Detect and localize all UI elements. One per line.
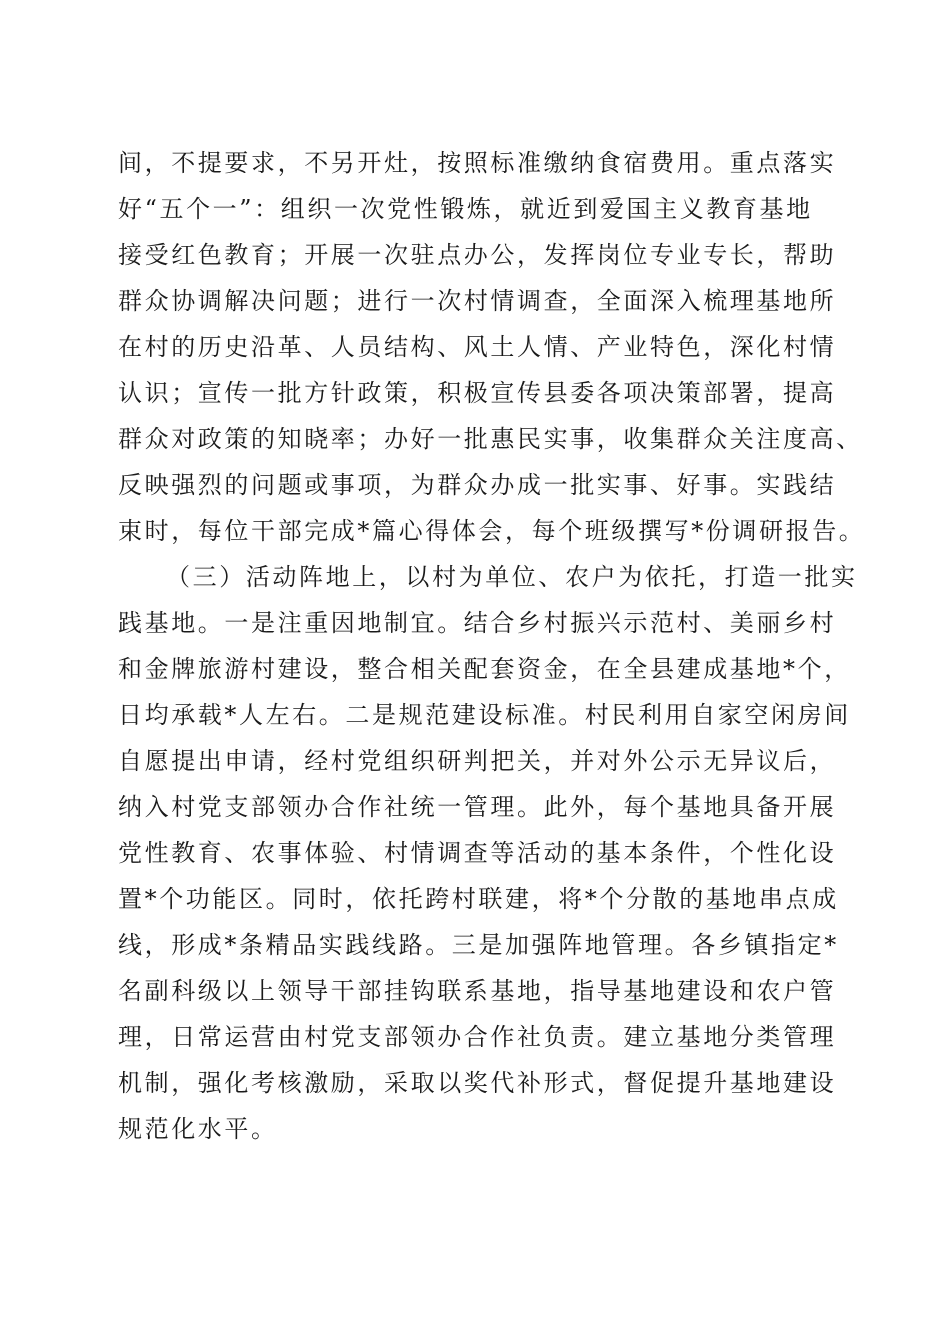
text-line: 束时，每位干部完成*篇心得体会，每个班级撰写*份调研报告。 [118, 517, 866, 545]
text-line: 在村的历史沿革、人员结构、风土人情、产业特色，深化村情 [118, 333, 837, 361]
text-line: 和金牌旅游村建设，整合相关配套资金，在全县建成基地*个， [118, 655, 851, 683]
text-line: 群众协调解决问题；进行一次村情调查，全面深入梳理基地所 [118, 287, 837, 315]
paragraph-2 [118, 554, 858, 1152]
text-line: 机制，强化考核激励，采取以奖代补形式，督促提升基地建设 [118, 1069, 837, 1097]
text-line: 好“五个一”：组织一次党性锻炼，就近到爱国主义教育基地 [118, 195, 813, 223]
text-line: 日均承载*人左右。二是规范建设标准。村民利用自家空闲房间 [118, 701, 851, 729]
text-line: 间，不提要求，不另开灶，按照标准缴纳食宿费用。重点落实 [118, 149, 837, 177]
text-line: 置*个功能区。同时，依托跨村联建，将*个分散的基地串点成 [118, 885, 839, 913]
text-line: 纳入村党支部领办合作社统一管理。此外，每个基地具备开展 [118, 793, 837, 821]
text-line: 接受红色教育；开展一次驻点办公，发挥岗位专业专长，帮助 [118, 241, 837, 269]
text-line: 群众对政策的知晓率；办好一批惠民实事，收集群众关注度高、 [118, 425, 863, 453]
text-line: 名副科级以上领导干部挂钩联系基地，指导基地建设和农户管 [118, 977, 837, 1005]
text-line: 践基地。一是注重因地制宜。结合乡村振兴示范村、美丽乡村 [118, 609, 837, 637]
text-line: 党性教育、农事体验、村情调查等活动的基本条件，个性化设 [118, 839, 837, 867]
text-line: 认识；宣传一批方针政策，积极宣传县委各项决策部署，提高 [118, 379, 837, 407]
document-page [118, 140, 866, 1152]
text-line: 自愿提出申请，经村党组织研判把关，并对外公示无异议后， [118, 747, 837, 775]
text-line: 线，形成*条精品实践线路。三是加强阵地管理。各乡镇指定* [118, 931, 839, 959]
paragraph-1 [118, 140, 866, 554]
text-line: 反映强烈的问题或事项，为群众办成一批实事、好事。实践结 [118, 471, 837, 499]
text-line: 规范化水平。 [118, 1115, 278, 1143]
text-line: 理，日常运营由村党支部领办合作社负责。建立基地分类管理 [118, 1023, 837, 1051]
section-heading-line: （三）活动阵地上，以村为单位、农户为依托，打造一批实 [166, 563, 858, 591]
